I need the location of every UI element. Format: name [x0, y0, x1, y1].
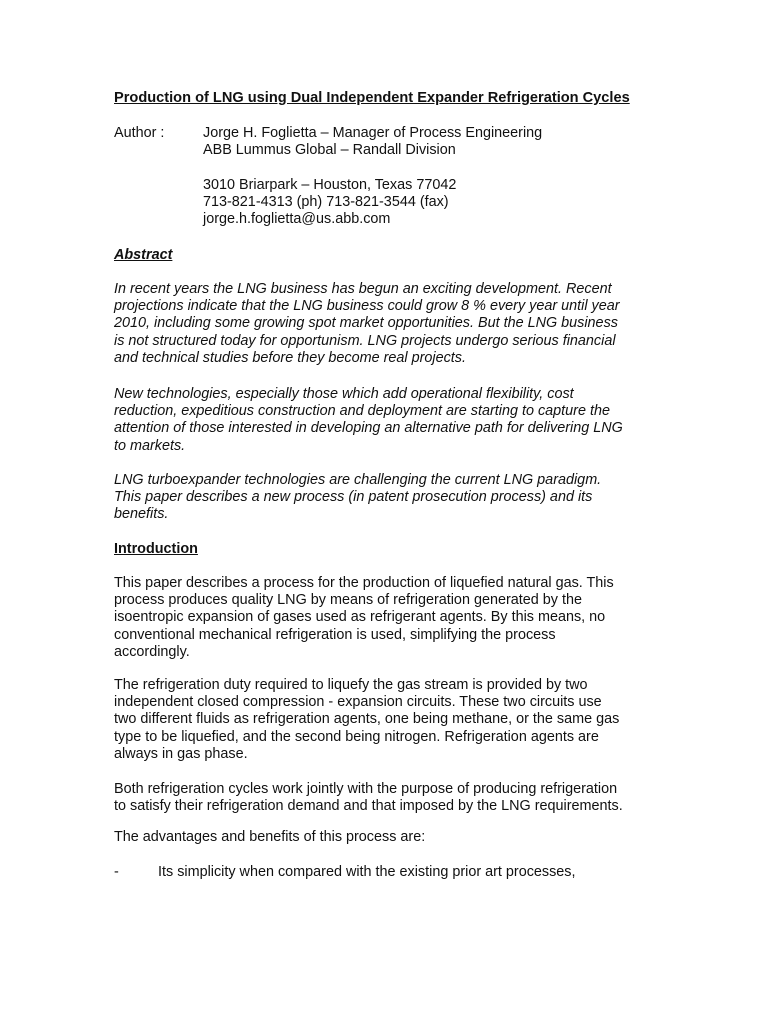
text-line: independent closed compression - expansion circuits. These two circuits use [114, 694, 602, 711]
author-block [203, 125, 542, 228]
introduction-paragraph-1 [114, 575, 654, 661]
text-line: LNG turboexpander technologies are challenging the current LNG paradigm. [114, 472, 602, 488]
abstract-heading: Abstract [114, 247, 173, 263]
author-affiliation-line: ABB Lummus Global – Randall Division [203, 142, 456, 159]
author-spacer [203, 159, 542, 176]
text-line: This paper describes a process for the production of liquefied natural gas. This [114, 575, 614, 591]
text-line: is not structured today for opportunism. LNG projects undergo serious financial [114, 332, 616, 349]
text-line: In recent years the LNG business has begun an exciting development. Recent [114, 281, 612, 297]
text-line: 2010, including some growing spot market opportunities. But the LNG business [114, 315, 618, 332]
introduction-heading: Introduction [114, 541, 198, 557]
author-phone-line: 713-821-4313 (ph) 713-821-3544 (fax) [203, 193, 449, 210]
text-line: conventional mechanical refrigeration is used, simplifying the process [114, 626, 556, 643]
text-line: type to be liquefied, and the second being nitrogen. Refrigeration agents are [114, 728, 599, 745]
introduction-paragraph-3 [114, 781, 654, 815]
text-line: accordingly. [114, 643, 190, 660]
text-line: isoentropic expansion of gases used as refrigerant agents. By this means, no [114, 609, 606, 626]
text-line: reduction, expeditious construction and deployment are starting to capture the [114, 403, 610, 420]
text-line: The advantages and benefits of this process are: [114, 829, 426, 845]
text-line: attention of those interested in developing an alternative path for delivering LNG [114, 420, 623, 437]
abstract-paragraph-1 [114, 281, 654, 367]
text-line: process produces quality LNG by means of refrigeration generated by the [114, 592, 582, 609]
document-title: Production of LNG using Dual Independent Expander Refrigeration Cycles [114, 90, 630, 106]
text-line: The refrigeration duty required to liquefy the gas stream is provided by two [114, 677, 588, 693]
abstract-paragraph-2 [114, 386, 654, 455]
bullet-marker: - [114, 864, 119, 880]
introduction-paragraph-4 [114, 829, 654, 846]
bullet-item-text: Its simplicity when compared with the existing prior art processes, [158, 864, 576, 880]
author-email-line: jorge.h.foglietta@us.abb.com [203, 211, 391, 227]
text-line: to markets. [114, 437, 186, 454]
text-line: to satisfy their refrigeration demand and that imposed by the LNG requirements. [114, 798, 623, 815]
text-line: always in gas phase. [114, 745, 248, 762]
text-line: projections indicate that the LNG business could grow 8 % every year until year [114, 298, 620, 315]
author-address-line: 3010 Briarpark – Houston, Texas 77042 [203, 176, 457, 193]
text-line: benefits. [114, 506, 169, 523]
text-line: New technologies, especially those which add operational flexibility, cost [114, 386, 574, 402]
text-line: two different fluids as refrigeration agents, one being methane, or the same gas [114, 711, 620, 728]
introduction-paragraph-2 [114, 677, 654, 763]
author-label: Author : [114, 125, 165, 141]
text-line: and technical studies before they become real projects. [114, 349, 466, 366]
text-line: Both refrigeration cycles work jointly with the purpose of producing refrigeration [114, 781, 618, 797]
abstract-paragraph-3 [114, 472, 654, 524]
text-line: This paper describes a new process (in patent prosecution process) and its [114, 489, 593, 506]
author-name-line: Jorge H. Foglietta – Manager of Process Engineering [203, 125, 543, 141]
